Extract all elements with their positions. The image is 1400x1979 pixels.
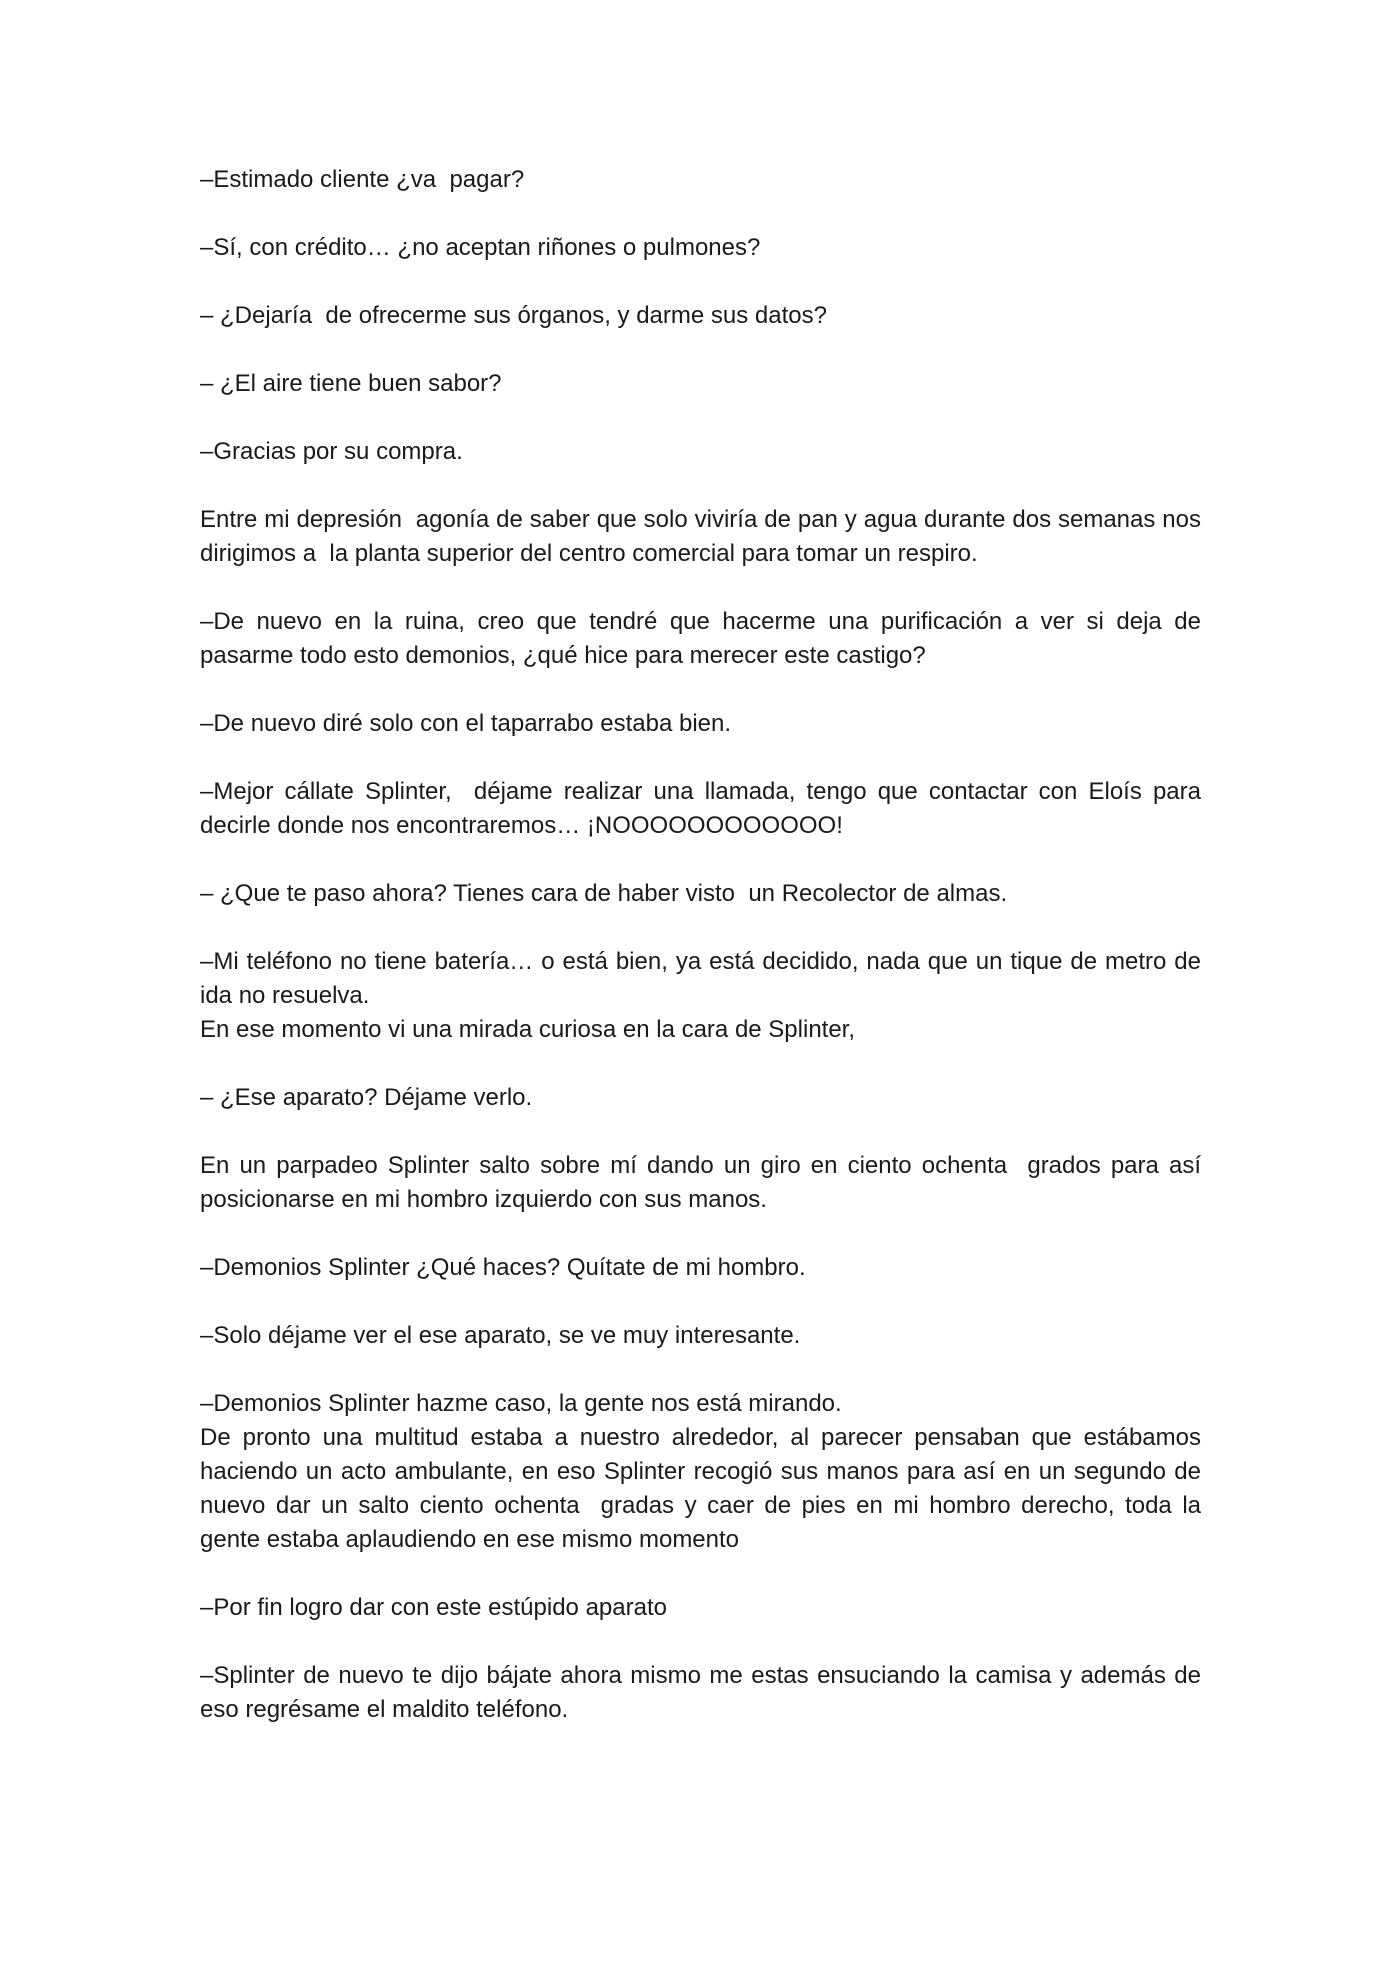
paragraph: –Por fin logro dar con este estúpido aparato (200, 1594, 667, 1621)
paragraph: –Sí, con crédito… ¿no aceptan riñones o pulmones? (200, 234, 761, 261)
paragraph: –Mi teléfono no tiene batería… o está bien, ya está decidido, nada que un tique de metro de ida no resuelva. (200, 948, 1208, 1009)
paragraph: – ¿El aire tiene buen sabor? (200, 370, 502, 397)
document-body (200, 163, 1208, 1761)
paragraph: –De nuevo en la ruina, creo que tendré que hacerme una purificación a ver si deja de pasarme todo esto demonios, ¿qué hice para merecer este castigo? (200, 608, 1208, 669)
paragraph: –Splinter de nuevo te dijo bájate ahora mismo me estas ensuciando la camisa y además de eso regrésame el maldito teléfono. (200, 1662, 1208, 1723)
paragraph: En un parpadeo Splinter salto sobre mí dando un giro en ciento ochenta grados para así posicionarse en mi hombro izquierdo con sus manos. (200, 1152, 1208, 1213)
paragraph: – ¿Ese aparato? Déjame verlo. (200, 1084, 533, 1111)
paragraph: –Demonios Splinter ¿Qué haces? Quítate de mi hombro. (200, 1254, 806, 1281)
paragraph: –Gracias por su compra. (200, 438, 463, 465)
paragraph: –De nuevo diré solo con el taparrabo estaba bien. (200, 710, 732, 737)
paragraph: – ¿Que te paso ahora? Tienes cara de haber visto un Recolector de almas. (200, 880, 1008, 907)
paragraph: –Solo déjame ver el ese aparato, se ve muy interesante. (200, 1322, 801, 1349)
paragraph: Entre mi depresión agonía de saber que solo viviría de pan y agua durante dos semanas nos dirigimos a la planta superior del centro comercial para tomar un respiro. (200, 506, 1208, 567)
paragraph: De pronto una multitud estaba a nuestro alrededor, al parecer pensaban que estábamos haciendo un acto ambulante, en eso Splinter recogió sus manos para así en un segundo de nuevo dar un salto ciento ochenta gradas y caer de pies en mi hombro derecho, toda la gente estaba aplaudiendo en ese mismo momento (200, 1424, 1208, 1553)
paragraph: –Estimado cliente ¿va pagar? (200, 166, 525, 193)
paragraph: –Demonios Splinter hazme caso, la gente nos está mirando. (200, 1390, 842, 1417)
paragraph: – ¿Dejaría de ofrecerme sus órganos, y darme sus datos? (200, 302, 827, 329)
paragraph: –Mejor cállate Splinter, déjame realizar una llamada, tengo que contactar con Eloís para decirle donde nos encontraremos… ¡NOOOOOOOOOOOO! (200, 778, 1208, 839)
paragraph: En ese momento vi una mirada curiosa en la cara de Splinter, (200, 1016, 856, 1043)
